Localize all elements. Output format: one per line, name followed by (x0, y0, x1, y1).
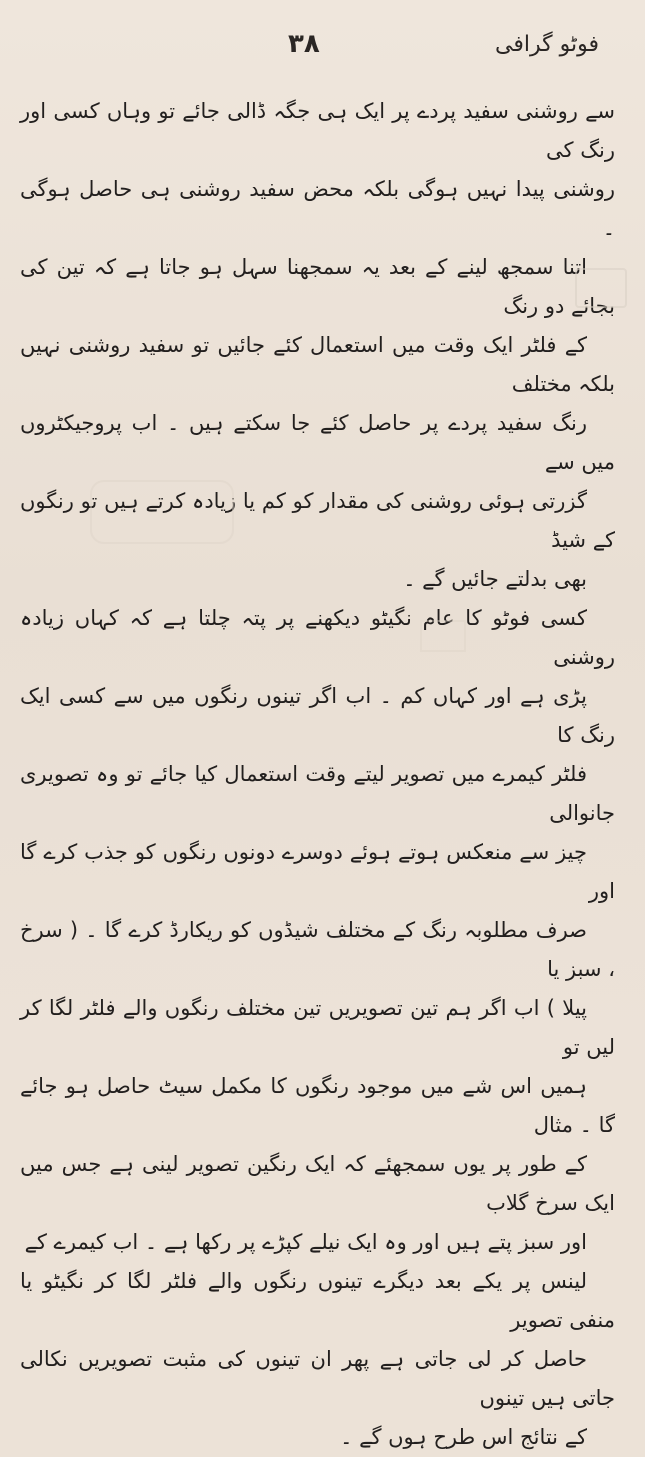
faint-show-through-mark (90, 480, 234, 544)
page-header (20, 30, 617, 92)
text-line: صرف مطلوبہ رنگ کے مختلف شیڈوں کو ریکارڈ کرے گا ۔ ( سرخ ، سبز یا (20, 918, 615, 981)
running-title: فوٹو گرافی (495, 32, 599, 57)
text-line: سے روشنی سفید پردے پر ایک ہی جگہ ڈالی جائے تو وہاں کسی اور رنگ کی (20, 99, 615, 162)
text-line: پیلا ) اب اگر ہم تین تصویریں تین مختلف رنگوں والے فلٹر لگا کر لیں تو (20, 996, 615, 1059)
text-line: کے طور پر یوں سمجھئے کہ ایک رنگین تصویر لینی ہے جس میں ایک سرخ گلاب (20, 1152, 615, 1215)
text-line: ہمیں اس شے میں موجود رنگوں کا مکمل سیٹ حاصل ہو جائے گا ۔ مثال (20, 1074, 615, 1137)
text-line: کے نتائج اس طرح ہوں گے ۔ (340, 1425, 587, 1449)
paragraph-2 (20, 248, 615, 599)
text-line: روشنی پیدا نہیں ہوگی بلکہ محض سفید روشنی ہی حاصل ہوگی ۔ (20, 177, 615, 240)
text-line: فلٹر کیمرے میں تصویر لیتے وقت استعمال کیا جائے تو وہ تصویری جانوالی (20, 762, 615, 825)
text-line: گزرتی ہوئی روشنی کی مقدار کو کم یا زیادہ کرتے ہیں تو رنگوں کے شیڈ (20, 489, 615, 552)
paragraph-1 (20, 92, 615, 248)
text-line: حاصل کر لی جاتی ہے پھر ان تینوں کی مثبت تصویریں نکالی جاتی ہیں تینوں (20, 1347, 615, 1410)
text-line: کے فلٹر ایک وقت میں استعمال کئے جائیں تو سفید روشنی نہیں بلکہ مختلف (20, 333, 615, 396)
text-line: بھی بدلتے جائیں گے ۔ (403, 567, 587, 591)
text-line: کسی فوٹو کا عام نگیٹو دیکھنے پر پتہ چلتا ہے کہ کہاں زیادہ روشنی (20, 606, 615, 669)
faint-show-through-mark (420, 620, 466, 652)
text-line: رنگ سفید پردے پر حاصل کئے جا سکتے ہیں ۔ اب پروجیکٹروں میں سے (20, 411, 615, 474)
paragraph-3 (20, 599, 615, 1457)
text-line: اور سبز پتے ہیں اور وہ ایک نیلے کپڑے پر رکھا ہے ۔ اب کیمرے کے (24, 1230, 587, 1254)
text-line: پڑی ہے اور کہاں کم ۔ اب اگر تینوں رنگوں میں سے کسی ایک رنگ کا (20, 684, 615, 747)
text-line: اتنا سمجھ لینے کے بعد یہ سمجھنا سہل ہو جاتا ہے کہ تین کی بجائے دو رنگ (20, 255, 615, 318)
body-text (20, 92, 617, 1457)
text-line: چیز سے منعکس ہوتے ہوئے دوسرے دونوں رنگوں کو جذب کرے گا اور (20, 840, 615, 903)
text-line: لینس پر یکے بعد دیگرے تینوں رنگوں والے فلٹر لگا کر نگیٹو یا منفی تصویر (20, 1269, 615, 1332)
page-number: ۳۸ (288, 29, 320, 59)
faint-show-through-mark (575, 268, 627, 308)
